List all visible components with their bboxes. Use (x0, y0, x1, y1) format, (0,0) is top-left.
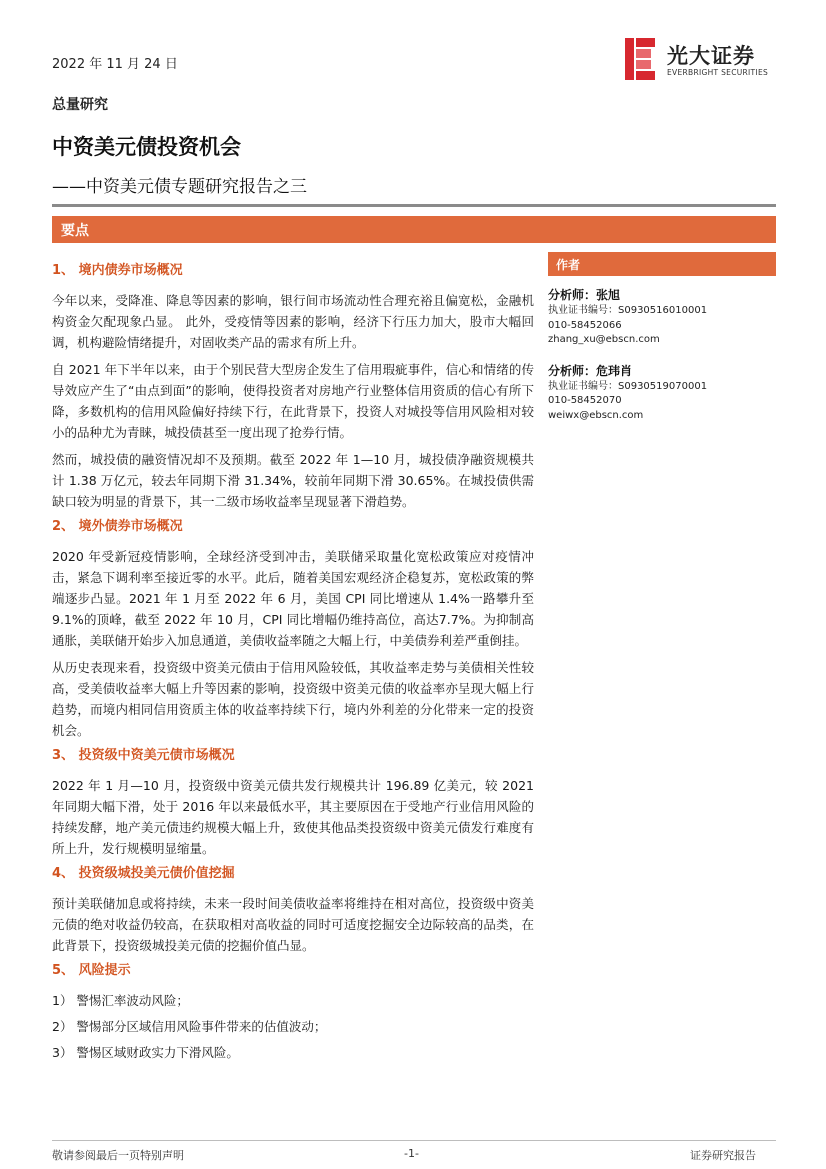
analyst-cert: 执业证书编号：S0930519070001 (548, 380, 708, 392)
report-title: 中资美元债投资机会 (52, 135, 241, 159)
header-divider (52, 204, 776, 207)
analyst-name: 分析师：危玮肖 (548, 363, 633, 378)
key-points-label: 要点 (61, 223, 89, 239)
analyst-phone: 010-58452070 (548, 395, 622, 406)
report-date: 2022 年 11 月 24 日 (52, 57, 178, 72)
section-lgfv-value (52, 865, 534, 956)
section-risk (52, 962, 534, 1063)
main-content (52, 262, 534, 1068)
risk-item: 1） 警惕汇率波动风险； (52, 993, 189, 1008)
paragraph: 从历史表现来看，投资级中资美元债由于信用风险较低，其收益率走势与美债相关性较高，受美债收益率大幅上升等因素的影响，投资级中资美元债的收益率亦呈现大幅上行趋势，而境内相同信用资质主体的收益率持续下行，境内外利差的分化带来一定的投资机会。 (52, 660, 534, 738)
report-category: 总量研究 (52, 97, 108, 113)
key-points-bar (52, 216, 776, 243)
logo-english-name: EVERBRIGHT SECURITIES (667, 68, 769, 77)
paragraph: 2022 年 1 月—10 月，投资级中资美元债共发行规模共计 196.89 亿美元，较 2021年同期大幅下滑，处于 2016 年以来最低水平，其主要原因在于受地产行业信用风险的持续发酵，地产美元债违约规模大幅上升，致使其他品类投资级中资美元债发行难度有所上升，发行规模明显缩量。 (52, 778, 534, 856)
analyst-name: 分析师：张旭 (548, 288, 621, 302)
paragraph: 今年以来，受降准、降息等因素的影响，银行间市场流动性合理充裕且偏宽松，金融机构资金欠配现象凸显。 此外，受疫情等因素的影响，经济下行压力加大，股市大幅回调，机构避险情绪提升，对固收类产品的需求有所上升。 (52, 293, 534, 350)
risk-item: 2） 警惕部分区域信用风险事件带来的估值波动； (52, 1019, 327, 1034)
report-subtitle: ——中资美元债专题研究报告之三 (52, 177, 307, 197)
analyst-cert: 执业证书编号：S0930516010001 (548, 305, 708, 316)
section-heading: 4、 投资级城投美元债价值挖掘 (52, 866, 235, 881)
analyst-email[interactable]: weiwx@ebscn.com (548, 409, 644, 421)
section-overseas (52, 518, 534, 741)
risk-item: 3） 警惕区域财政实力下滑风险。 (52, 1045, 239, 1060)
author-sidebar (548, 252, 776, 423)
section-domestic (52, 262, 534, 512)
section-heading: 1、 境内债券市场概况 (52, 263, 183, 278)
analyst-card (548, 362, 776, 424)
footer-report-type: 证券研究报告 (690, 1149, 756, 1162)
page-number: -1- (404, 1147, 419, 1160)
logo-chinese-name: 光大证券 (667, 44, 755, 68)
section-heading: 3、 投资级中资美元债市场概况 (52, 748, 235, 763)
paragraph: 预计美联储加息或将持续，未来一段时间美债收益率将维持在相对高位，投资级中资美元债的绝对收益仍较高，在获取相对高收益的同时可适度挖掘安全边际较高的品类，在此背景下，投资级城投美元债的挖掘价值凸显。 (52, 896, 534, 953)
author-bar (548, 252, 776, 276)
section-heading: 5、 风险提示 (52, 963, 131, 978)
paragraph: 自 2021 年下半年以来，由于个别民营大型房企发生了信用瑕疵事件，信心和情绪的传导效应产生了“由点到面”的影响，使得投资者对房地产行业整体信用资质的信心有所下降，多数机构的信用风险偏好持续下行，在此背景下，投资人对城投等信用风险相对较小的品种尤为青睐，城投债甚至一度出现了抢券行情。 (52, 362, 534, 440)
paragraph: 然而，城投债的融资情况却不及预期。截至 2022 年 1—10 月，城投债净融资规模共计 1.38 万亿元，较去年同期下滑 31.34%，较前年同期下滑 30.65%。在城投债供需缺口较为明显的背景下，其一二级市场收益率呈现显著下滑趋势。 (52, 452, 534, 509)
company-logo (625, 38, 785, 82)
analyst-card (548, 286, 776, 348)
section-investment-grade (52, 747, 534, 859)
author-label: 作者 (556, 258, 581, 272)
footer-disclaimer: 敬请参阅最后一页特别声明 (52, 1149, 184, 1162)
footer-divider (52, 1140, 776, 1141)
section-heading: 2、 境外债券市场概况 (52, 519, 183, 534)
analyst-email[interactable]: zhang_xu@ebscn.com (548, 334, 660, 345)
analyst-phone: 010-58452066 (548, 319, 622, 331)
everbright-logo-icon (625, 38, 655, 80)
paragraph: 2020 年受新冠疫情影响，全球经济受到冲击，美联储采取量化宽松政策应对疫情冲击，紧急下调利率至接近零的水平。此后，随着美国宏观经济企稳复苏，宽松政策的弊端逐步凸显。2021 年 1 月至 2022 年 6 月，美国 CPI 同比增速从 1.4%一路攀升至 9.1%的顶峰，截至 2022 年 10 月，CPI 同比增幅仍维持高位，高达7.7%。为抑制高通胀，美联储开始步入加息通道，美债收益率随之大幅上行，中美债券利差严重倒挂。 (52, 549, 534, 648)
